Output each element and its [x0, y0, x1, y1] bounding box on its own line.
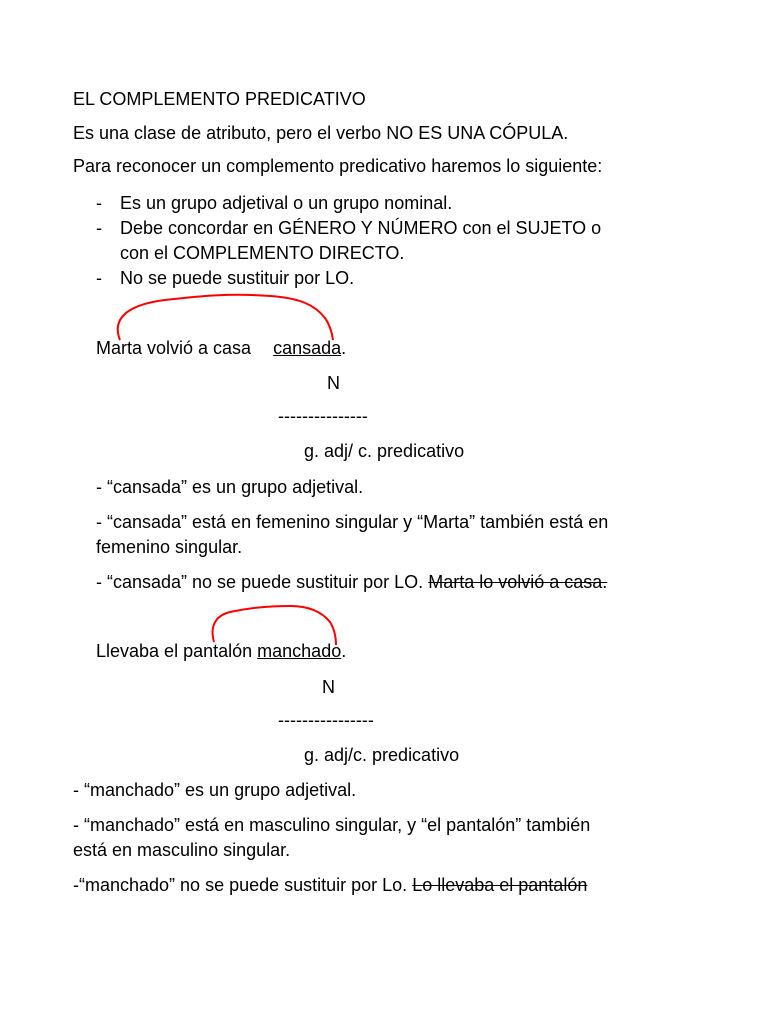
- example1-nucleus: N: [327, 373, 340, 393]
- example2-predicative-word: manchado: [257, 641, 342, 661]
- example2-sentence-start: Llevaba el pantalón: [96, 641, 253, 661]
- example1-predicative-word: cansada: [273, 338, 342, 358]
- method-intro: Para reconocer un complemento predicativo haremos lo siguiente:: [73, 156, 603, 176]
- example1-point-text: - “cansada” no se puede sustituir por LO.: [96, 572, 424, 592]
- example1-struck-substitution: Marta lo volvió a casa.: [428, 572, 608, 592]
- example2-nucleus: N: [322, 677, 335, 697]
- example2-struck-substitution: Lo llevaba el pantalón: [412, 875, 588, 895]
- example1-analysis-line: ---------------: [278, 406, 368, 426]
- example1-point: [96, 571, 607, 593]
- bullet-dash: -: [96, 193, 102, 213]
- example2-point: [73, 874, 587, 896]
- bullet-dash: -: [96, 268, 102, 288]
- example1-sentence-start: Marta volvió a casa: [96, 338, 252, 358]
- example1-analysis-label: g. adj/ c. predicativo: [304, 441, 465, 461]
- example2-point: - “manchado” es un grupo adjetival.: [73, 780, 357, 800]
- rule-item-continuation: con el COMPLEMENTO DIRECTO.: [120, 243, 405, 263]
- concordance-arc-1: [118, 295, 333, 340]
- example1-point: - “cansada” está en femenino singular y “Marta” también está en: [96, 512, 609, 532]
- example1-period: .: [341, 338, 347, 358]
- example2-analysis-label: g. adj/c. predicativo: [304, 745, 460, 765]
- page-title: EL COMPLEMENTO PREDICATIVO: [73, 89, 366, 109]
- example1-point-continuation: femenino singular.: [96, 537, 243, 557]
- example2-point-text: -“manchado” no se puede sustituir por Lo.: [73, 875, 408, 895]
- intro-text: Es una clase de atributo, pero el verbo NO ES UNA CÓPULA.: [73, 123, 569, 143]
- example2-point: - “manchado” está en masculino singular, y “el pantalón” también: [73, 815, 591, 835]
- rule-item: [96, 192, 452, 214]
- example1-point: - “cansada” es un grupo adjetival.: [96, 477, 364, 497]
- example2-sentence: [96, 640, 346, 662]
- rule-text: Es un grupo adjetival o un grupo nominal.: [120, 193, 453, 213]
- rule-text: No se puede sustituir por LO.: [120, 268, 355, 288]
- rule-text: Debe concordar en GÉNERO Y NÚMERO con el SUJETO o: [120, 218, 602, 238]
- rule-item: [96, 267, 354, 289]
- rule-item: [96, 217, 601, 239]
- bullet-dash: -: [96, 218, 102, 238]
- example2-point-continuation: está en masculino singular.: [73, 840, 291, 860]
- example2-period: .: [341, 641, 347, 661]
- example1-sentence: [96, 337, 346, 359]
- example2-analysis-line: ----------------: [278, 710, 374, 730]
